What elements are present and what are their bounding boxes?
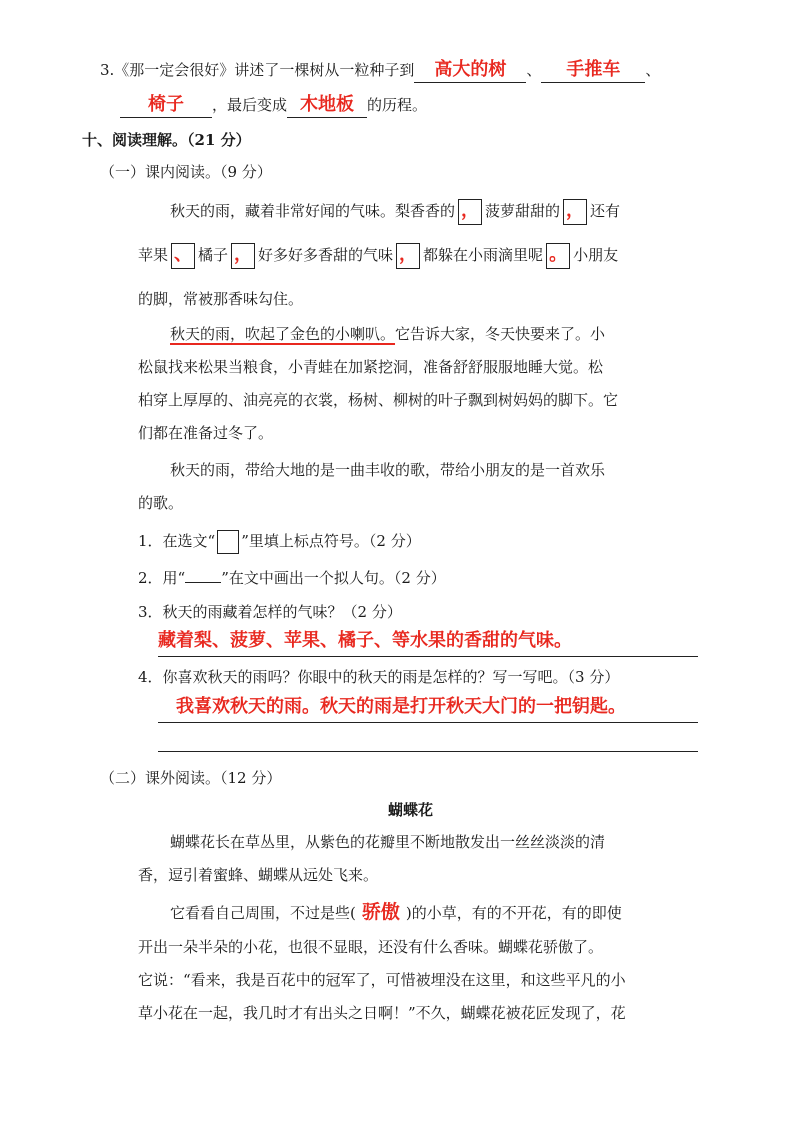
text: 苹果: [138, 246, 169, 264]
passage-2-line-3: 柏穿上厚厚的、油亮亮的衣裳，杨树、柳树的叶子飘到树妈妈的脚下。它: [138, 391, 619, 409]
text: 它告诉大家，冬天快要来了。小: [395, 325, 606, 343]
answer-line-q3: 藏着梨、菠萝、苹果、橘子、等水果的香甜的气味。: [158, 626, 698, 657]
answer-blank-1: [414, 58, 526, 83]
story-title: 蝴蝶花: [388, 801, 434, 819]
punctuation-answer: ，: [461, 200, 480, 221]
question-3-suffix: 的历程。: [367, 96, 428, 114]
passage-2-line-2: 松鼠找来松果当粮食，小青蛙在加紧挖洞，准备舒舒服服地睡大觉。松: [138, 358, 604, 376]
sub-question-4: 4．你喜欢秋天的雨吗？你眼中的秋天的雨是怎样的？写一写吧。（3 分）: [138, 668, 620, 686]
text: 都躲在小雨滴里呢: [423, 246, 544, 264]
personification-sentence: 秋天的雨，吹起了金色的小喇叭。: [170, 325, 396, 343]
punctuation-box: [231, 243, 255, 269]
answer-line-q4: 我喜欢秋天的雨。秋天的雨是打开秋天大门的一把钥匙。: [158, 692, 698, 723]
answer-blank-2: [541, 58, 645, 83]
text: )的小草，有的不开花，有的即使: [405, 904, 622, 922]
text: 小朋友: [573, 246, 619, 264]
question-3-prefix: 3.《那一定会很好》讲述了一棵树从一粒种子到: [100, 61, 415, 79]
text: 还有: [590, 202, 621, 220]
punctuation-answer: 。: [549, 244, 568, 265]
punctuation-box: [396, 243, 420, 269]
story-p1-line-2: 香，逗引着蜜蜂、蝴蝶从远处飞来。: [138, 866, 379, 884]
punctuation-box: [546, 243, 570, 269]
separator: 、: [645, 61, 661, 79]
punctuation-answer: ，: [234, 244, 253, 265]
underline-sample: [185, 568, 221, 583]
text: 2．用“: [138, 569, 186, 587]
punctuation-box: [458, 199, 482, 225]
story-p2-line-4: 草小花在一起，我几时才有出头之日啊！”不久，蝴蝶花被花匠发现了，花: [138, 1004, 626, 1022]
part-1-title: （一）课内阅读。（9 分）: [100, 163, 272, 181]
separator: 、: [526, 61, 542, 79]
punctuation-answer: ，: [566, 200, 585, 221]
sub-question-1: [138, 529, 421, 554]
text: 1．在选文“: [138, 532, 216, 550]
question-3-middle: ，最后变成: [212, 96, 288, 114]
answer-blank-3: [120, 93, 212, 118]
fill-in-question-3-line-2: [120, 93, 427, 118]
story-p2-line-2: 开出一朵半朵的小花，也很不显眼，还没有什么香味。蝴蝶花骄傲了。: [138, 938, 604, 956]
answer-3: 椅子: [148, 94, 184, 115]
text: ”在文中画出一个拟人句。（2 分）: [221, 569, 446, 587]
section-10-title: 十、阅读理解。（21 分）: [82, 131, 251, 149]
text: 秋天的雨，藏着非常好闻的气味。梨香香的: [170, 202, 456, 220]
punctuation-answer: 、: [174, 244, 193, 265]
fill-answer: 骄傲: [361, 901, 400, 923]
answer-4: 木地板: [300, 94, 355, 115]
story-p2-line-1: [170, 900, 622, 925]
blank-answer-line: [158, 751, 698, 752]
answer-blank-4: [287, 93, 367, 118]
punctuation-answer: ，: [399, 244, 418, 265]
text: ”里填上标点符号。（2 分）: [241, 532, 421, 550]
fill-in-question-3: [100, 58, 660, 83]
punctuation-box: [171, 243, 195, 269]
passage-1-line-1: [170, 199, 620, 225]
passage-2-line-4: 们都在准备过冬了。: [138, 424, 274, 442]
sub-question-2: [138, 566, 446, 590]
passage-3-line-1: 秋天的雨，带给大地的是一曲丰收的歌，带给小朋友的是一首欢乐: [170, 461, 606, 479]
sample-box: [217, 530, 239, 554]
text: 它看看自己周围，不过是些(: [170, 904, 356, 922]
part-2-title: （二）课外阅读。（12 分）: [100, 769, 282, 787]
text: 好多好多香甜的气味: [258, 246, 394, 264]
answer-1: 高大的树: [434, 59, 507, 80]
passage-3-line-2: 的歌。: [138, 494, 184, 512]
passage-2-line-1: [170, 322, 605, 346]
text: 橘子: [198, 246, 229, 264]
passage-1-line-2: [138, 243, 618, 269]
text: 菠萝甜甜的: [485, 202, 561, 220]
sub-question-3: 3．秋天的雨藏着怎样的气味？（2 分）: [138, 603, 402, 621]
story-p2-line-3: 它说：“看来，我是百花中的冠军了，可惜被埋没在这里，和这些平凡的小: [138, 971, 626, 989]
story-p1-line-1: 蝴蝶花长在草丛里，从紫色的花瓣里不断地散发出一丝丝淡淡的清: [170, 833, 606, 851]
passage-1-line-3: 的脚，常被那香味勾住。: [138, 290, 304, 308]
answer-2: 手推车: [566, 59, 621, 80]
punctuation-box: [563, 199, 587, 225]
